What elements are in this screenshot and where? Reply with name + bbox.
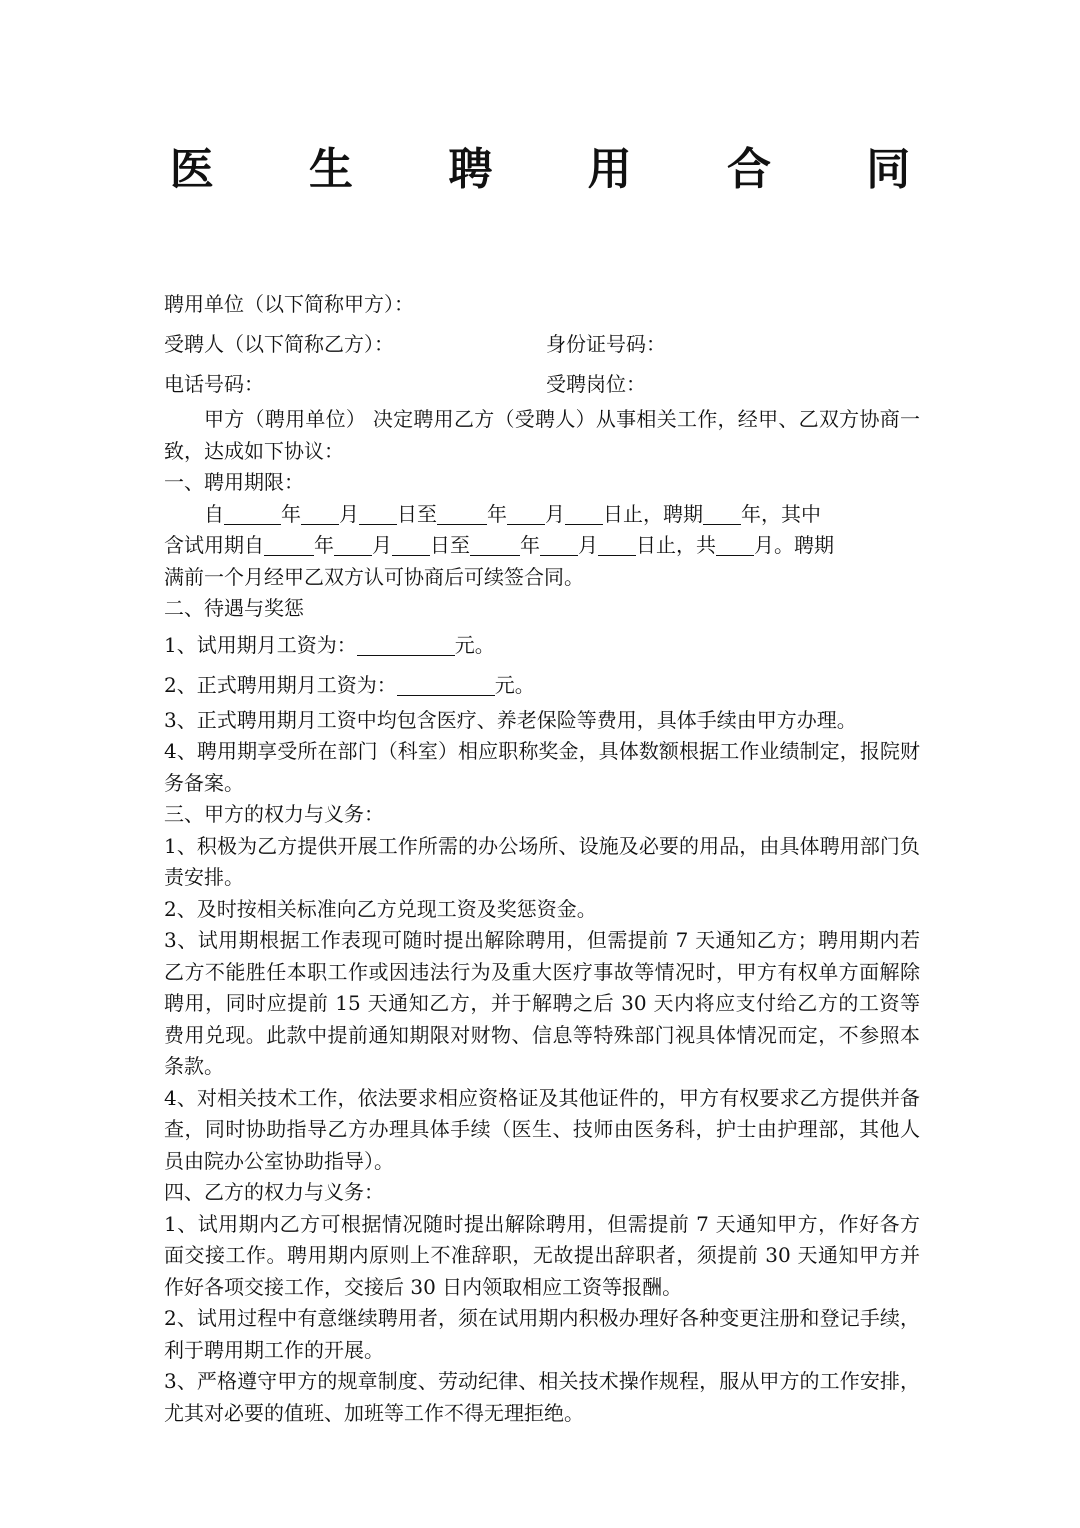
intro-paragraph: 甲方（聘用单位） 决定聘用乙方（受聘人）从事相关工作，经甲、乙双方协商一致，达成如下协议： [164,407,920,463]
blank-field [392,535,430,556]
salary-trial-row [164,625,920,665]
term-text: 年 [487,501,507,526]
party-b-item-3: 3、严格遵守甲方的规章制度、劳动纪律、相关技术操作规程，服从甲方的工作安排，尤其对必要的值班、加班等工作不得无理拒绝。 [164,1369,920,1425]
party-a-item-3: 3、试用期根据工作表现可随时提出解除聘用，但需提前 7 天通知乙方；聘用期内若乙方不能胜任本职工作或因违法行为及重大医疗事故等情况时，甲方有权单方面解除聘用，同时应提前 15 天通知乙方，并于解聘之后 30 天内将应支付给乙方的工资等费用兑现。此款中提前通知期限对财物、信息等特殊部门视具体情况而定，不参照本条款。 [164,928,920,1078]
blank-field [437,504,487,525]
term-text: 日至 [397,501,437,526]
section-2-heading: 二、待遇与奖惩 [164,596,304,620]
blank-field [716,535,754,556]
term-tail: 满前一个月经甲乙双方认可协商后可续签合同。 [164,564,584,589]
term-line-2 [164,530,920,562]
term-text: 月。聘期 [754,533,834,557]
term-text: 月 [578,533,598,557]
party-b-item-1: 1、试用期内乙方可根据情况随时提出解除聘用，但需提前 7 天通知甲方，作好各方面交接工作。聘用期内原则上不准辞职，无故提出辞职者，须提前 30 天通知甲方并作好各项交接工作，交接后 30 日内领取相应工资等报酬。 [164,1211,920,1299]
term-text: 年，其中 [741,501,821,526]
benefit-item-4: 4、聘用期享受所在部门（科室）相应职称奖金，具体数额根据工作业绩制定，报院财务备案。 [164,739,920,795]
term-text: 月 [372,533,392,557]
section-1-heading: 一、聘用期限： [164,470,304,494]
term-text: 月 [339,501,359,526]
blank-field [470,535,520,556]
salary-unit: 元。 [454,632,495,657]
salary-formal-row [164,665,920,705]
term-line-1 [164,499,920,531]
blank-field [565,504,603,525]
salary-trial-label: 1、试用期月工资为： [164,632,357,657]
employee-field: 受聘人（以下简称乙方）： [164,332,394,356]
term-text: 日止，共 [636,533,716,557]
blank-field [540,535,578,556]
contract-body [164,284,920,1429]
party-a-item-4: 4、对相关技术工作，依法要求相应资格证及其他证件的，甲方有权要求乙方提供并备查，同时协助指导乙方办理具体手续（医生、技师由医务科，护士由护理部，其他人员由院办公室协助指导）。 [164,1085,920,1173]
employer-field: 聘用单位（以下简称甲方）： [164,292,414,316]
section-4-heading: 四、乙方的权力与义务： [164,1180,384,1204]
term-text: 月 [545,501,565,526]
blank-field [224,504,281,525]
salary-formal-label: 2、正式聘用期月工资为： [164,672,397,697]
blank-field [334,535,372,556]
term-text: 含试用期自 [164,533,264,557]
phone-field: 电话号码： [164,372,264,396]
party-a-item-2: 2、及时按相关标准向乙方兑现工资及奖惩资金。 [164,896,597,921]
position-field: 受聘岗位： [546,372,646,396]
term-text: 年 [314,533,334,557]
blank-field [359,504,397,525]
blank-field [301,504,339,525]
term-text: 年 [281,501,301,526]
term-text: 自 [204,501,224,526]
phone-row [164,364,920,404]
party-a-item-1: 1、积极为乙方提供开展工作所需的办公场所、设施及必要的用品，由具体聘用部门负责安排。 [164,833,920,889]
party-b-item-2: 2、试用过程中有意继续聘用者，须在试用期内积极办理好各种变更注册和登记手续，利于聘用期工作的开展。 [164,1306,920,1362]
term-text: 日至 [430,533,470,557]
blank-field [703,504,741,525]
blank-field [598,535,636,556]
salary-trial-blank [357,635,455,656]
salary-unit: 元。 [494,672,535,697]
blank-field [507,504,545,525]
salary-formal-blank [397,675,495,696]
benefit-item-3: 3、正式聘用期月工资中均包含医疗、养老保险等费用，具体手续由甲方办理。 [164,707,857,732]
term-text: 年 [520,533,540,557]
employee-row [164,324,920,364]
id-number-field: 身份证号码： [546,332,666,356]
page-title: 医 生 聘 用 合 同 [169,144,951,195]
blank-field [264,535,314,556]
term-text: 日止，聘期 [603,501,703,526]
section-3-heading: 三、甲方的权力与义务： [164,802,384,826]
